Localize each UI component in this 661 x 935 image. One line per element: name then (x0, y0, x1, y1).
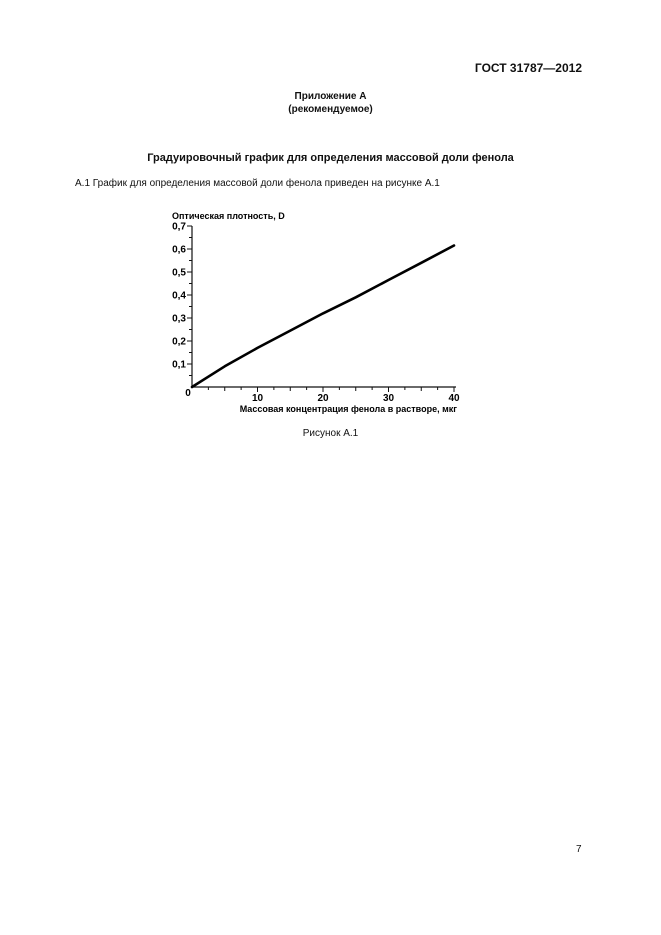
x-tick-label: 30 (382, 393, 395, 404)
chart-labels (172, 211, 460, 414)
y-tick-label: 0,4 (172, 290, 186, 302)
y-tick-label: 0,6 (172, 244, 186, 256)
x-tick-label: 10 (251, 393, 264, 404)
appendix-title: Приложение А (294, 91, 367, 102)
chart-ticks (187, 226, 454, 392)
y-tick-label: 0,7 (172, 221, 186, 233)
y-tick-label: 0,1 (172, 359, 186, 371)
figure-caption: Рисунок А.1 (302, 428, 359, 439)
y-tick-label: 0,3 (172, 313, 186, 325)
origin-label: 0 (185, 388, 191, 399)
appendix-status: (рекомендуемое) (288, 104, 373, 115)
y-axis-title: Оптическая плотность, D (172, 211, 285, 221)
page-number: 7 (576, 844, 582, 855)
chart-series (192, 246, 454, 388)
paragraph-a1: А.1 График для определения массовой доли фенола приведен на рисунке А.1 (75, 178, 440, 189)
section-title: Градуировочный график для определения массовой доли фенола (147, 152, 514, 164)
y-tick-label: 0,5 (172, 267, 186, 279)
x-tick-label: 40 (448, 393, 460, 404)
x-tick-label: 20 (317, 393, 329, 404)
x-axis-title: Массовая концентрация фенола в растворе, мкг (239, 404, 457, 414)
calibration-curve (192, 246, 454, 388)
document-code: ГОСТ 31787—2012 (474, 61, 582, 75)
y-tick-label: 0,2 (172, 336, 186, 348)
